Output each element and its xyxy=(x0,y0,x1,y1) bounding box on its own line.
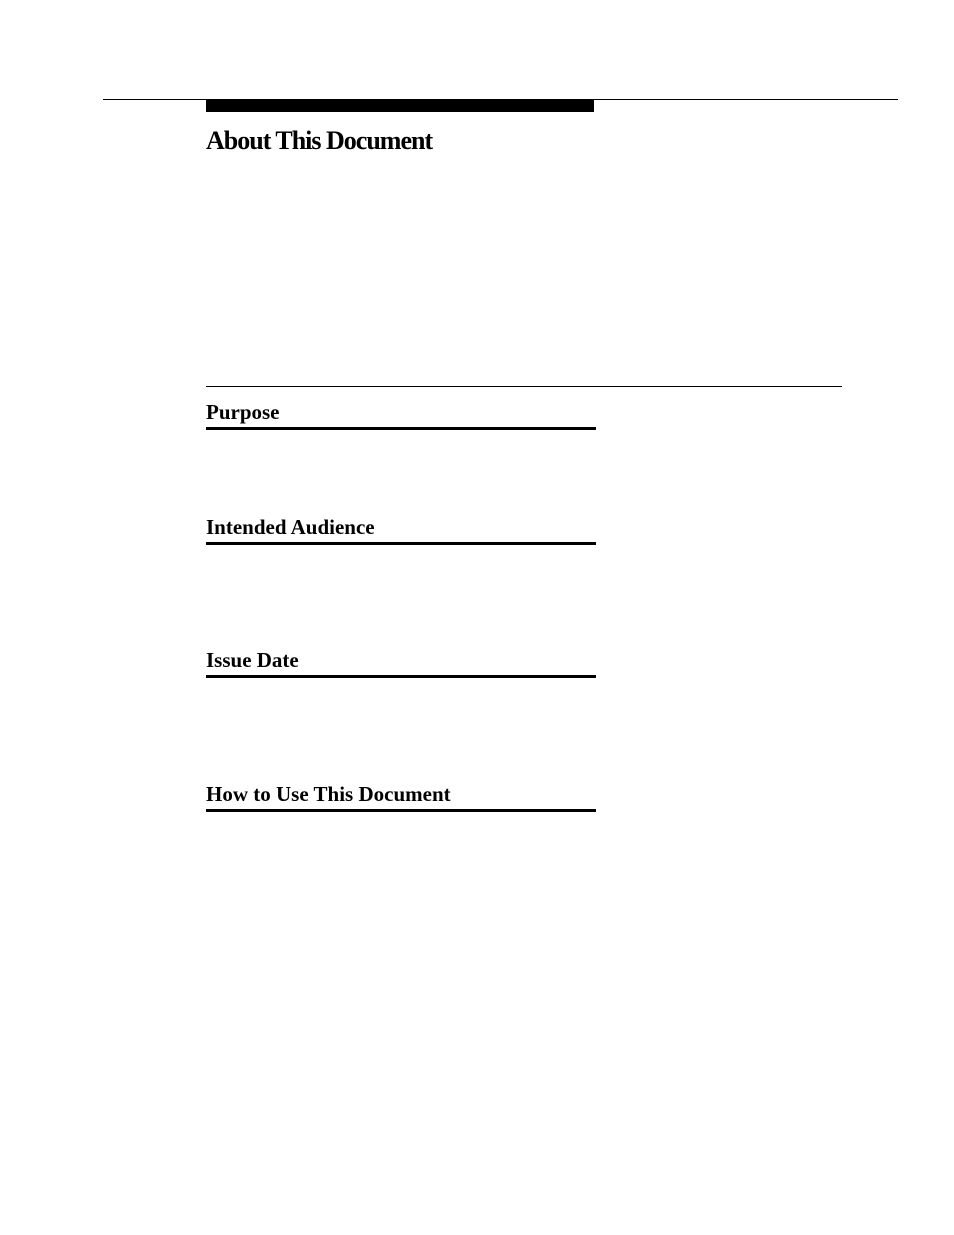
section-heading-how-to-use: How to Use This Document xyxy=(206,781,596,812)
section-heading-issue-date: Issue Date xyxy=(206,647,596,678)
chapter-title: About This Document xyxy=(206,126,433,155)
section-heading-purpose: Purpose xyxy=(206,399,596,430)
section-heading-intended-audience: Intended Audience xyxy=(206,514,596,545)
section-divider xyxy=(206,386,842,387)
chapter-bar xyxy=(206,99,594,112)
